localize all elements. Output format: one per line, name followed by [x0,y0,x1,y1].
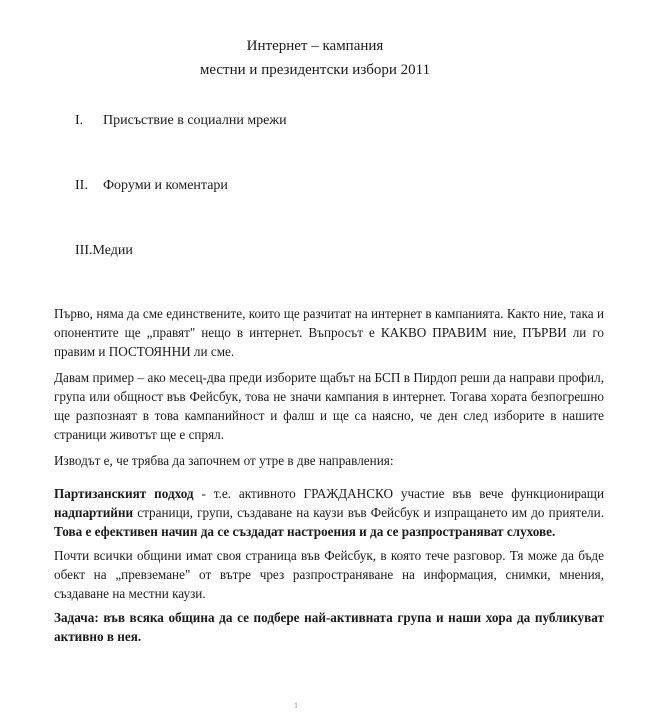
outline-list [54,113,604,259]
paragraph-facebook-pages: Почти всички общини имат своя страница във Фейсбук, в която тече разговор. Тя може да бъде обект на „превземане" от вътре чрез разпространяване на информация, снимки, мнения, създаване на местни каузи. [54,548,604,601]
partisan-run-regular-1: - т.е. активното ГРАЖДАНСКО участие във вече функциониращи [193,486,604,501]
document-title-line2: местни и президентски избори 2011 [199,62,431,78]
outline-item-social-networks [75,113,604,129]
partisan-run-regular-2: страници, групи, създаване на каузи във Фейсбук и изпращането им до приятели. [133,505,604,520]
partisan-run-bold-1: Партизанският подход [54,486,194,501]
outline-label: Форуми и коментари [103,178,228,193]
outline-numeral: I. [75,113,84,128]
document-body [54,304,604,646]
outline-item-forums [75,178,604,194]
paragraph-partisan-approach [54,484,604,541]
paragraph-example: Давам пример – ако месец-два преди изборите щабът на БСП в Пирдоп реши да направи профил, група или общност във Фейсбук, това не значи кампания в интернет. Тогава хората безпогрешно ще разпознаят в това кампанийност и фалш и ще са наясно, че ден след изборите в нашите страници животът ще е спрял. [54,370,604,442]
partisan-run-bold-2: надпартийни [54,505,134,520]
outline-label: Медии [92,243,133,258]
paragraph-intro: Първо, няма да сме единствените, които ще разчитат на интернет в кампанията. Както ние, така и опонентите ще „правят" нещо в интернет. Въпросът е КАКВО ПРАВИМ ние, ПЪРВИ ли го правим и ПОСТОЯННИ ли сме. [54,306,604,359]
document-title [54,34,604,82]
partisan-run-bold-3: Това е ефективен начин да се създадат настроения и да се разпространяват слухове. [54,524,556,539]
outline-label: Присъствие в социални мрежи [103,113,287,128]
paragraph-task: Задача: във всяка община да се подбере най-активната група и наши хора да публикуват активно в нея. [54,610,604,644]
paragraph-conclusion-lead: Изводът е, че трябва да започнем от утре в две направления: [54,453,394,468]
page-number: 1 [294,701,298,710]
outline-item-media [75,243,604,259]
outline-numeral: II. [75,178,88,193]
outline-numeral: III. [75,243,93,258]
document-title-line1: Интернет – кампания [246,38,384,54]
